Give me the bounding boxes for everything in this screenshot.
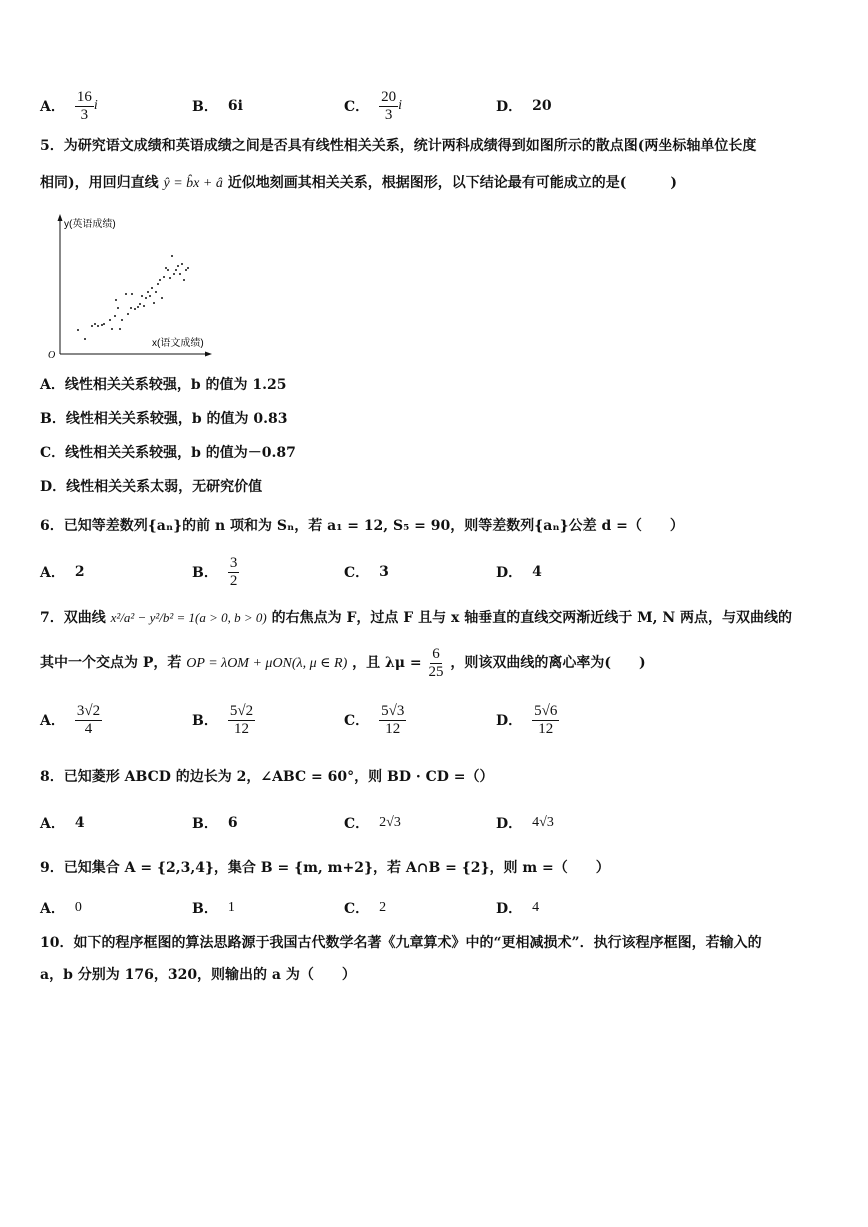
scatter-point [121, 319, 123, 321]
scatter-point [127, 313, 129, 315]
scatter-point [103, 323, 105, 325]
fraction: $\frac{5√3}{12}$ [381, 702, 405, 737]
q5-option-c[interactable]: C．线性相关关系较强，b 的值为－0.87 [40, 445, 296, 461]
q7-option-c[interactable]: C． $\frac{5√3}{12}$ [344, 702, 405, 737]
vector-equation: OP = λOM + μON(λ, μ ∈ R) [186, 656, 348, 671]
scatter-point [119, 328, 121, 330]
q9-option-d[interactable]: D． 4 [496, 900, 540, 917]
scatter-point [185, 269, 187, 271]
scatter-point [111, 328, 113, 330]
q8-option-a[interactable]: A． 4 [40, 815, 85, 832]
scatter-point [163, 276, 165, 278]
scatter-point [91, 325, 93, 327]
scatter-point [147, 291, 149, 293]
q5-stem-line2: 相同)，用回归直线 ŷ = b̂x + â 近似地刻画其相关关系，根据图形，以下结论最有可能成立的是( ) [40, 175, 677, 191]
scatter-point [125, 293, 127, 295]
scatter-point [153, 302, 155, 304]
q6-option-c[interactable]: C． 3 [344, 564, 389, 581]
q5-option-d[interactable]: D．线性相关关系太弱，无研究价值 [40, 479, 263, 495]
q9-options [40, 886, 800, 930]
scatter-point [183, 279, 185, 281]
q4-option-c[interactable]: C． $\frac{20}{3}$ i [344, 88, 403, 123]
scatter-point [134, 308, 136, 310]
q6-option-a[interactable]: A． 2 [40, 564, 85, 581]
q5-option-a[interactable]: A．线性相关关系较强，b 的值为 1.25 [40, 377, 287, 393]
scatter-point [84, 338, 86, 340]
q4-option-a[interactable]: A． $\frac{16}{3}$ i [40, 88, 98, 123]
q7-options [40, 698, 800, 742]
scatter-point [171, 255, 173, 257]
fraction: $\frac{6}{25}$ [428, 645, 444, 680]
q9-option-a[interactable]: A． 0 [40, 900, 82, 917]
q4-option-d[interactable]: D． 20 [496, 98, 552, 115]
scatter-point [159, 279, 161, 281]
scatter-point [181, 263, 183, 265]
q4-options [40, 84, 800, 128]
fraction: $\frac{3√2}{4}$ [76, 702, 101, 737]
scatter-point [130, 307, 132, 309]
scatter-plot [40, 208, 230, 363]
q4-option-b[interactable]: B． 6i [192, 98, 243, 115]
scatter-point [97, 325, 99, 327]
origin-label: O [48, 350, 56, 361]
scatter-point [139, 303, 141, 305]
scatter-point [114, 315, 116, 317]
scatter-point [151, 287, 153, 289]
scatter-point [145, 297, 147, 299]
q9-option-b[interactable]: B． 1 [192, 900, 235, 917]
scatter-point [115, 299, 117, 301]
fraction: $\frac{5√6}{12}$ [534, 702, 558, 737]
scatter-point [155, 291, 157, 293]
q8-options [40, 801, 800, 845]
q7-stem-line2: 其中一个交点为 P，若 OP = λOM + μON(λ, μ ∈ R) ，且 λμ = $\frac{6}{25}$ ，则该双曲线的离心率为( ) [40, 645, 646, 680]
fraction: $\frac{16}{3}$ [76, 88, 92, 123]
scatter-point [141, 295, 143, 297]
x-axis-arrow [205, 352, 212, 357]
scatter-point [101, 324, 103, 326]
q7-option-b[interactable]: B． $\frac{5√2}{12}$ [192, 702, 254, 737]
regression-formula: ŷ = b̂x + â [163, 176, 223, 191]
q5-stem-line1: 5．为研究语文成绩和英语成绩之间是否具有线性相关关系，统计两科成绩得到如图所示的散点图(两坐标轴单位长度 [40, 138, 757, 154]
q6-option-d[interactable]: D． 4 [496, 564, 542, 581]
q8-stem: 8．已知菱形 ABCD 的边长为 2，∠ABC = 60°，则 BD · CD =（） [40, 769, 494, 785]
q9-stem: 9．已知集合 A = {2,3,4}，集合 B = {m, m+2}，若 A∩B = {2}，则 m =（ ） [40, 860, 610, 876]
q8-option-c[interactable]: C． 2√3 [344, 815, 401, 832]
q6-option-b[interactable]: B． $\frac{3}{2}$ [192, 554, 238, 589]
q5-option-b[interactable]: B．线性相关关系较强，b 的值为 0.83 [40, 411, 288, 427]
q8-option-b[interactable]: B． 6 [192, 815, 238, 832]
scatter-point [77, 329, 79, 331]
q6-stem: 6．已知等差数列{aₙ}的前 n 项和为 Sₙ，若 a₁ = 12, S₅ = 90，则等差数列{aₙ}公差 d =（ ） [40, 518, 684, 534]
scatter-point [167, 269, 169, 271]
fraction: $\frac{5√2}{12}$ [229, 702, 254, 737]
scatter-point [143, 305, 145, 307]
fraction: $\frac{20}{3}$ [381, 88, 397, 123]
scatter-points [77, 255, 189, 340]
q6-options [40, 550, 800, 594]
fraction: $\frac{3}{2}$ [229, 554, 238, 589]
q7-option-a[interactable]: A． $\frac{3√2}{4}$ [40, 702, 101, 737]
q10-stem-line2: a，b 分别为 176，320，则输出的 a 为（ ） [40, 967, 356, 983]
hyperbola-equation: x²/a² − y²/b² = 1(a > 0, b > 0) [110, 610, 267, 625]
scatter-point [169, 277, 171, 279]
scatter-point [187, 267, 189, 269]
scatter-point [179, 273, 181, 275]
scatter-point [137, 306, 139, 308]
scatter-point [177, 265, 179, 267]
scatter-point [161, 297, 163, 299]
scatter-point [157, 283, 159, 285]
scatter-point [149, 295, 151, 297]
scatter-point [131, 293, 133, 295]
q7-option-d[interactable]: D． $\frac{5√6}{12}$ [496, 702, 558, 737]
scatter-point [117, 307, 119, 309]
scatter-point [173, 273, 175, 275]
q8-option-d[interactable]: D． 4√3 [496, 815, 554, 832]
q7-stem-line1: 7．双曲线 x²/a² − y²/b² = 1(a > 0, b > 0) 的右焦点为 F，过点 F 且与 x 轴垂直的直线交两渐近线于 M, N 两点，与双曲线的 [40, 610, 792, 626]
q9-option-c[interactable]: C． 2 [344, 900, 387, 917]
q10-stem-line1: 10．如下的程序框图的算法思路源于我国古代数学名著《九章算术》中的“更相减损术”．执行该程序框图，若输入的 [40, 935, 762, 951]
scatter-point [165, 267, 167, 269]
y-axis-label: y(英语成绩) [64, 219, 116, 230]
y-axis-arrow [58, 214, 63, 221]
scatter-point [175, 269, 177, 271]
scatter-point [94, 323, 96, 325]
x-axis-label: x(语文成绩) [152, 338, 204, 349]
scatter-point [109, 319, 111, 321]
